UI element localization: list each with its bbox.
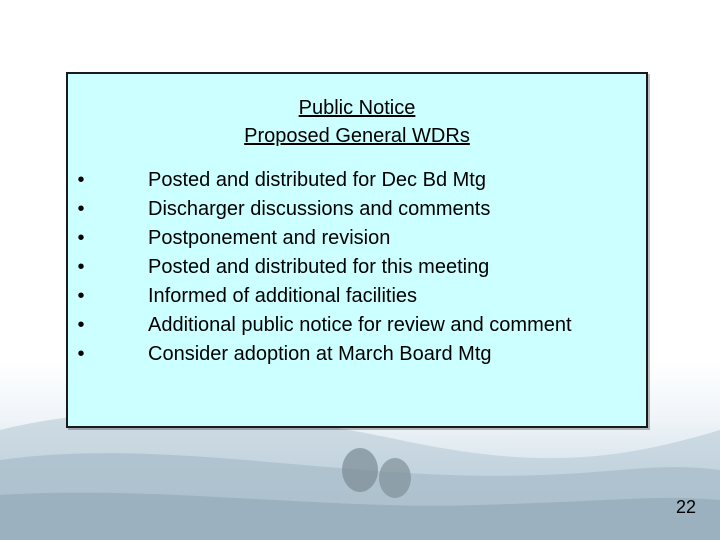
bullet-icon: • [77,198,85,220]
bullet-icon: • [77,227,85,249]
list-item: • Discharger discussions and comments [68,195,646,224]
notice-title-line1: Public Notice [298,97,416,119]
list-item: • Posted and distributed for this meeting [68,253,646,282]
bullet-icon: • [77,314,85,336]
bullet-icon: • [77,169,85,191]
list-item: • Informed of additional facilities [68,282,646,311]
bullet-icon: • [77,256,85,278]
bullet-list [68,166,646,369]
list-item: • Posted and distributed for Dec Bd Mtg [68,166,646,195]
notice-title [68,94,646,150]
page-number: 22 [675,497,696,517]
list-item: • Additional public notice for review and comment [68,311,646,340]
list-item: • Postponement and revision [68,224,646,253]
list-item: • Consider adoption at March Board Mtg [68,340,646,369]
bullet-icon: • [77,343,85,365]
notice-title-line2: Proposed General WDRs [244,125,470,147]
public-notice-box [66,72,648,428]
bullet-icon: • [77,285,85,307]
